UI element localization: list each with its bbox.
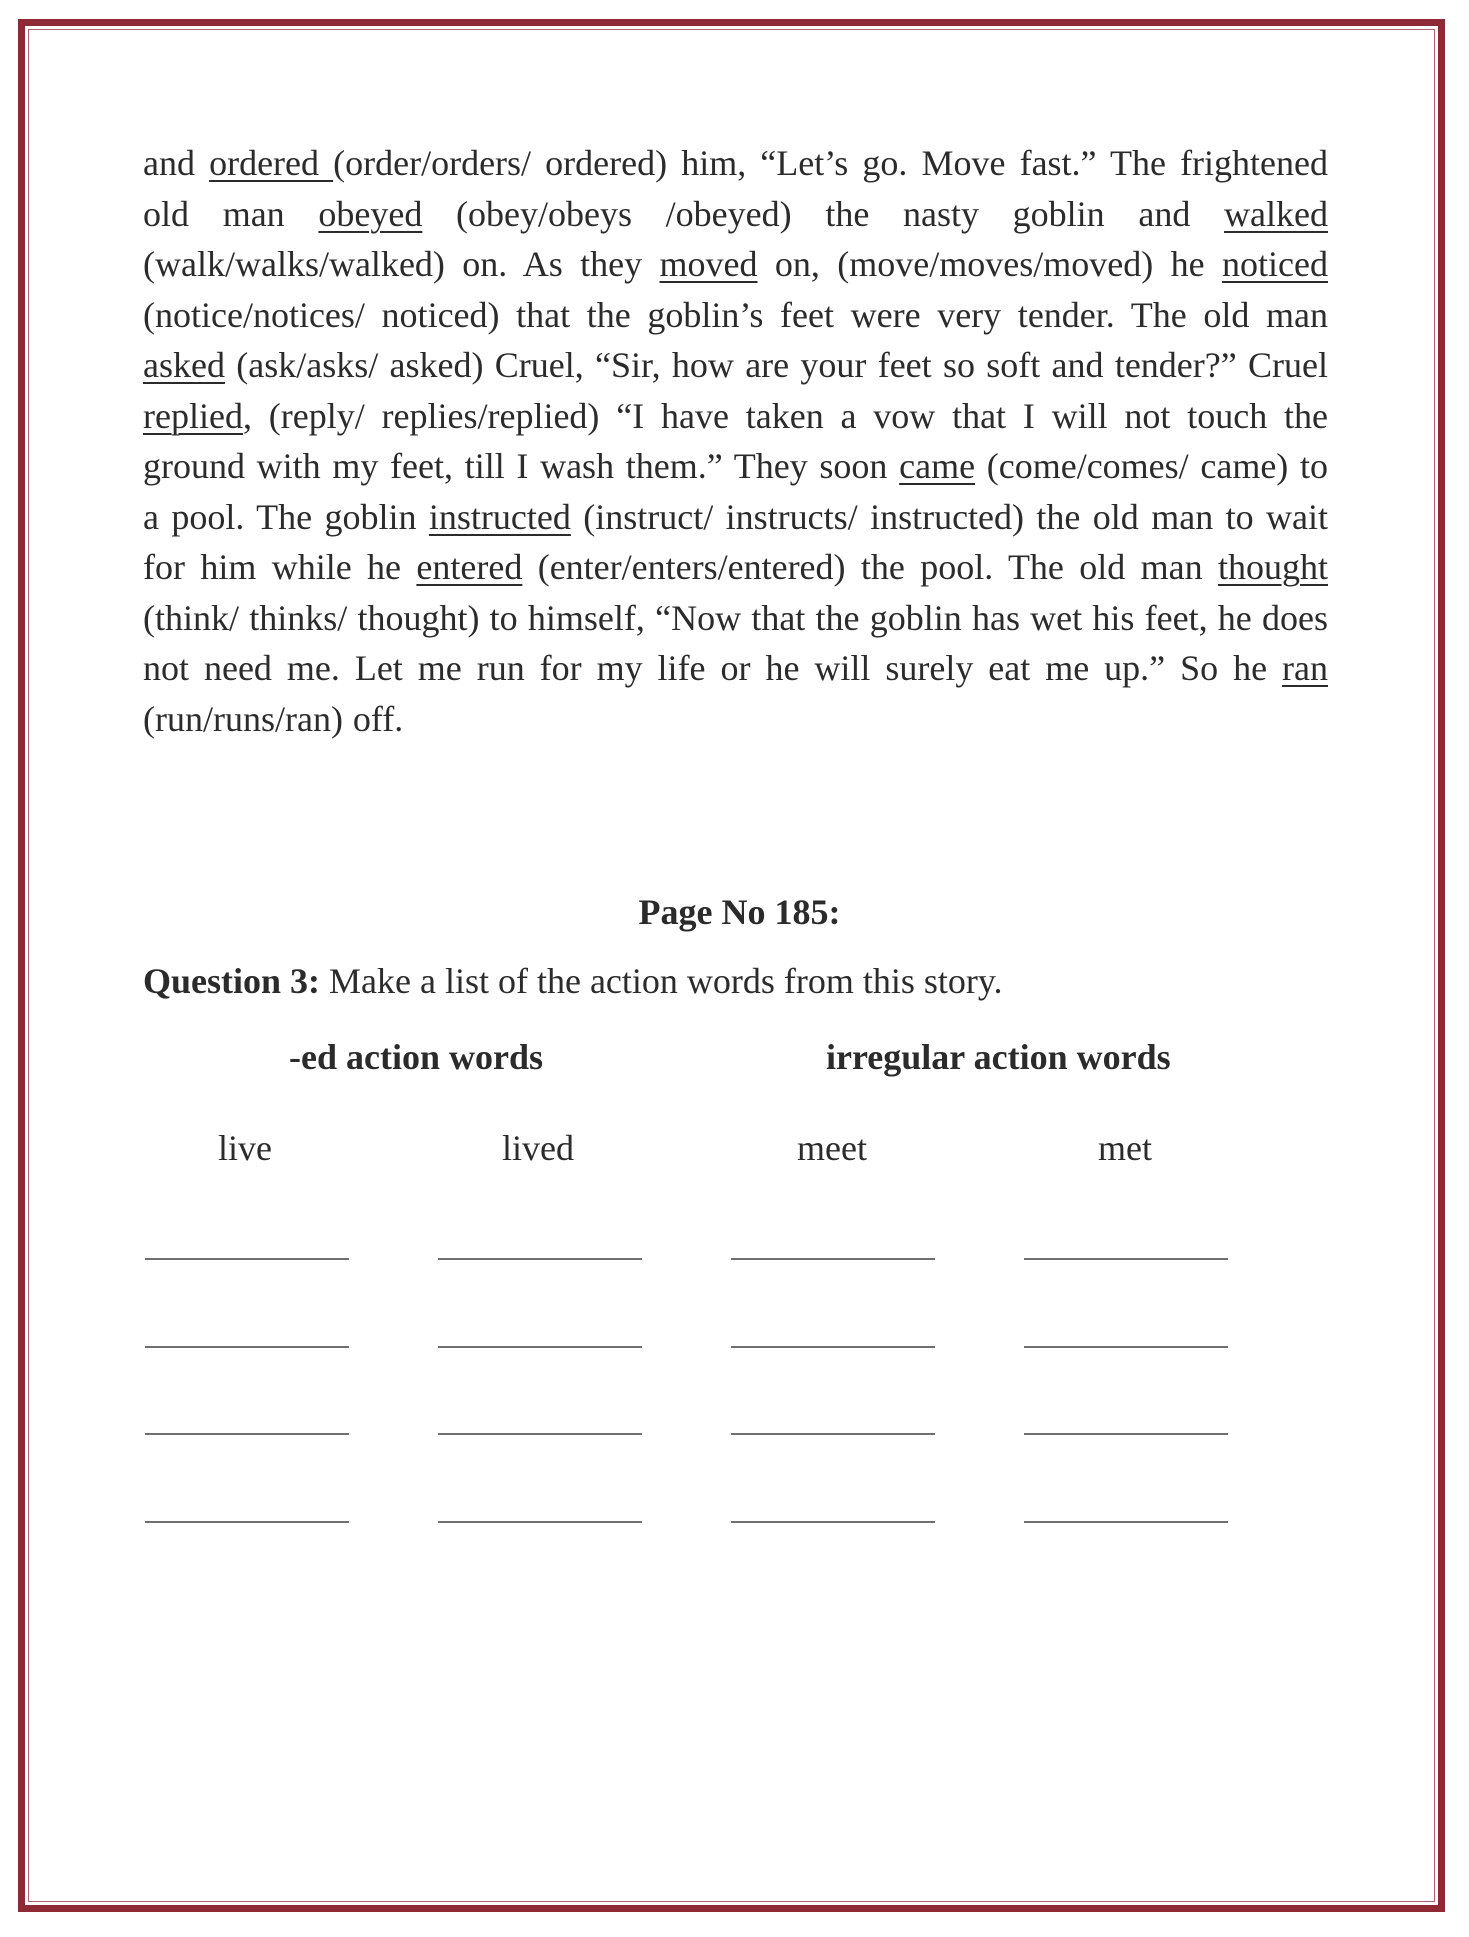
- answer-blank-line[interactable]: [438, 1521, 642, 1523]
- underlined-answer-word: came: [899, 446, 976, 486]
- underlined-answer-word: moved: [659, 244, 758, 284]
- story-text: (instruct/ instructs/ instructed) the old man to wait for him while he: [143, 496, 1328, 587]
- answer-blank-line[interactable]: [731, 1258, 935, 1260]
- answer-blank-line[interactable]: [731, 1346, 935, 1348]
- answer-blank-line[interactable]: [145, 1521, 349, 1523]
- story-text: (ask/asks/ asked) Cruel, “Sir, how are your feet so soft and tender?” Cruel: [224, 345, 1328, 385]
- answer-blank-line[interactable]: [1024, 1258, 1228, 1260]
- underlined-answer-word: ordered: [209, 143, 334, 183]
- story-paragraph: [143, 138, 1328, 744]
- answer-blank-line[interactable]: [731, 1433, 935, 1435]
- story-text: on, (move/moves/moved) he: [757, 244, 1223, 284]
- answer-blank-line[interactable]: [145, 1258, 349, 1260]
- underlined-answer-word: obeyed: [318, 193, 423, 234]
- example-word-meet: meet: [797, 1128, 867, 1168]
- underlined-answer-word: replied: [143, 395, 243, 436]
- question-text: Make a list of the action words from this story.: [320, 961, 1003, 1001]
- underlined-answer-word: walked: [1224, 193, 1329, 234]
- underlined-answer-word: noticed: [1222, 244, 1328, 284]
- story-text: and: [143, 143, 210, 183]
- underlined-answer-word: ran: [1282, 648, 1328, 688]
- answer-blank-line[interactable]: [1024, 1346, 1228, 1348]
- story-text: (obey/obeys /obeyed) the nasty goblin and: [422, 193, 1225, 234]
- story-text: , (reply/ replies/replied) “I have taken a vow that I will not touch the ground with my feet, till I wash them.” They soon: [143, 395, 1328, 486]
- story-text: (enter/enters/entered) the pool. The old man: [522, 547, 1218, 587]
- answer-blank-line[interactable]: [438, 1346, 642, 1348]
- worksheet-content: [143, 138, 1329, 1168]
- story-text: (walk/walks/walked) on. As they: [143, 244, 660, 284]
- example-word-met: met: [1098, 1128, 1152, 1168]
- example-word-lived: lived: [502, 1128, 574, 1168]
- story-text: (come/comes/ came) to a pool. The goblin: [143, 446, 1328, 537]
- underlined-answer-word: instructed: [428, 496, 571, 537]
- story-text: (think/ thinks/ thought) to himself, “Now that the goblin has wet his feet, he does not need me. Let me run for my life or he will surely eat me up.” So he: [143, 597, 1328, 688]
- page-heading: Page No 185:: [638, 892, 841, 932]
- story-text: (order/orders/ ordered) him, “Let’s go. Move fast.” The frightened old man: [143, 143, 1329, 234]
- story-text: (notice/notices/ noticed) that the goblin’s feet were very tender. The old man: [143, 294, 1328, 335]
- question-3: [143, 959, 1003, 1003]
- answer-blank-line[interactable]: [145, 1346, 349, 1348]
- answer-blank-line[interactable]: [145, 1433, 349, 1435]
- story-text: (run/runs/ran) off.: [143, 698, 404, 739]
- answer-blank-line[interactable]: [438, 1433, 642, 1435]
- underlined-answer-word: asked: [143, 345, 225, 385]
- underlined-answer-word: thought: [1217, 547, 1328, 587]
- example-word-live: live: [218, 1128, 272, 1168]
- answer-blank-line[interactable]: [438, 1258, 642, 1260]
- question-label: Question 3:: [143, 961, 321, 1001]
- answer-blank-line[interactable]: [1024, 1433, 1228, 1435]
- answer-blank-line[interactable]: [1024, 1521, 1228, 1523]
- irregular-action-words-heading: irregular action words: [826, 1037, 1171, 1077]
- answer-blank-line[interactable]: [731, 1521, 935, 1523]
- underlined-answer-word: entered: [416, 547, 523, 587]
- ed-action-words-heading: -ed action words: [289, 1037, 543, 1077]
